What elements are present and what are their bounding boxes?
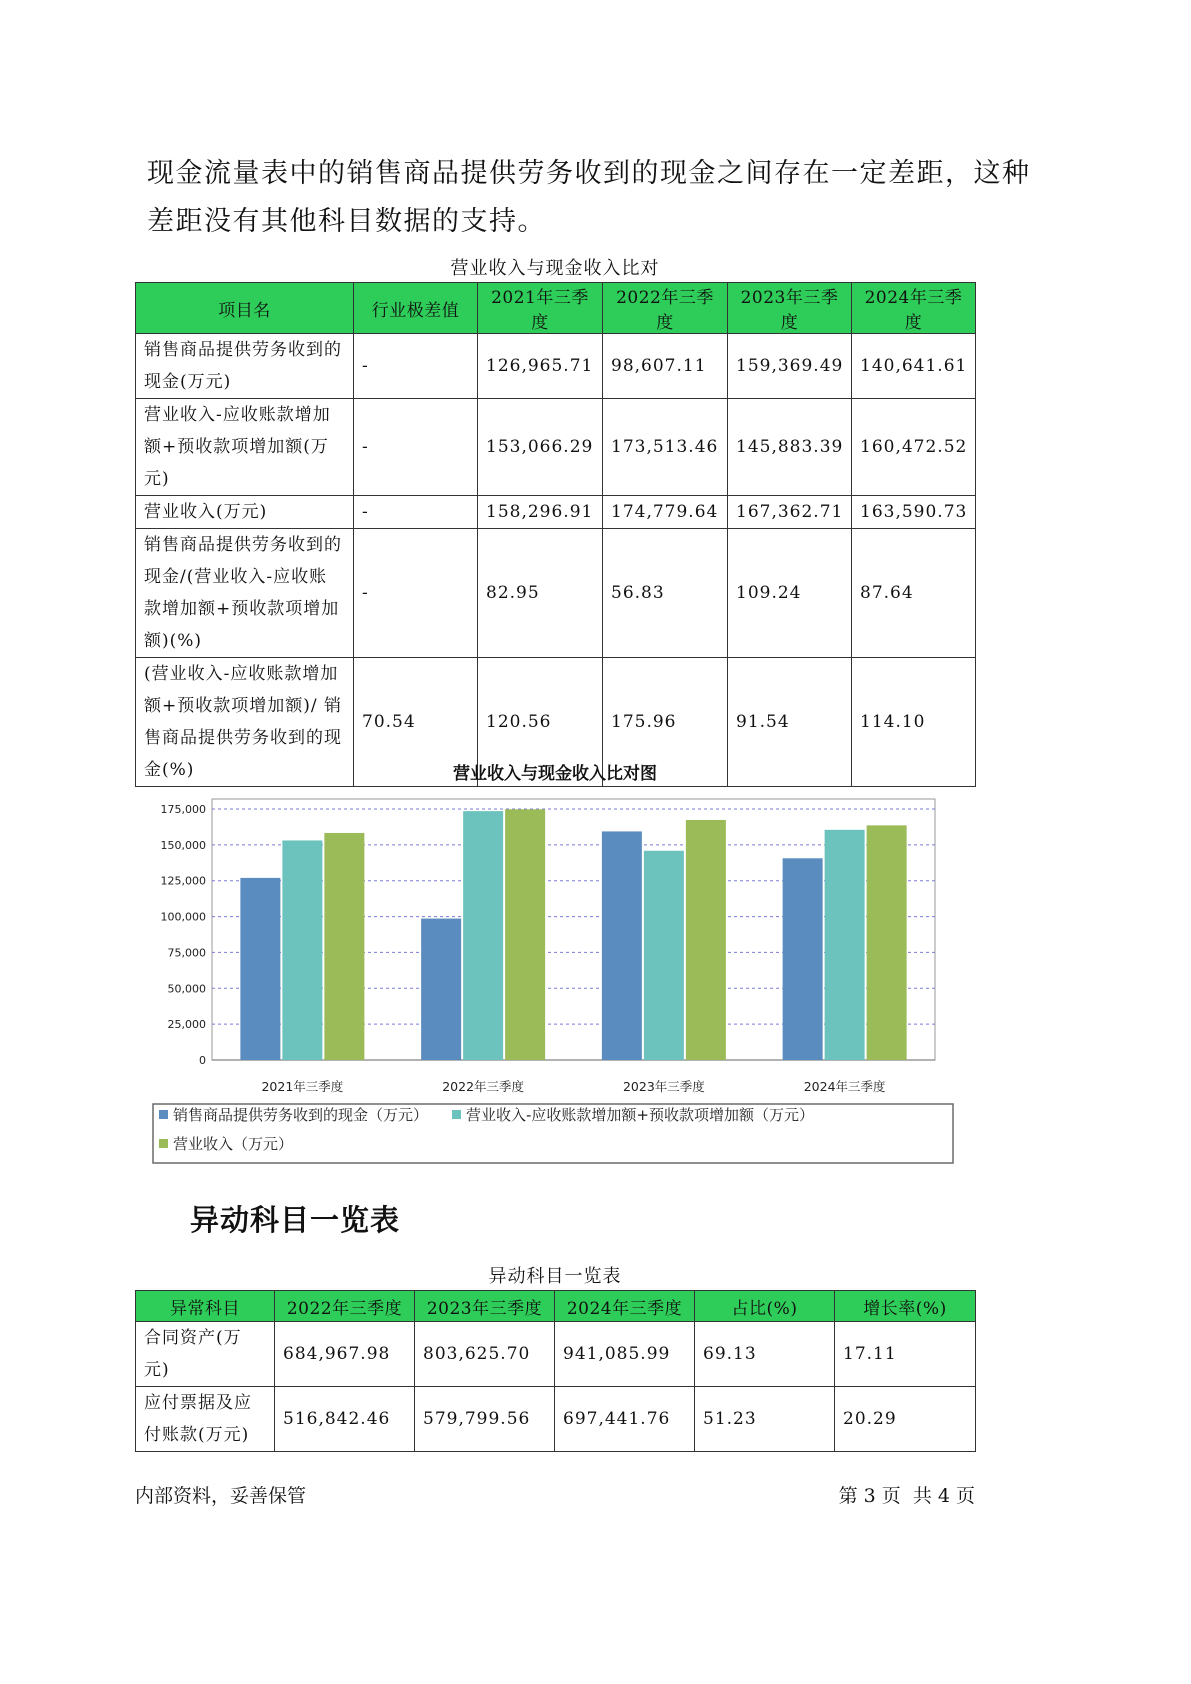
legend-swatch	[452, 1110, 461, 1119]
bar	[686, 820, 726, 1060]
table2-caption: 异动科目一览表	[488, 1266, 622, 1287]
row-label: 销售商品提供劳务收到的现金(万元)	[136, 334, 354, 399]
col-header: 2022年三季度	[275, 1291, 415, 1322]
revenue-cash-chart	[150, 792, 970, 1172]
cell: 20.29	[835, 1387, 976, 1452]
y-tick-label: 0	[199, 1054, 206, 1067]
cell: 69.13	[695, 1322, 835, 1387]
revenue-cash-table	[135, 282, 976, 787]
abnormal-items-table	[135, 1290, 976, 1452]
legend-swatch	[159, 1110, 168, 1119]
cell: 126,965.71	[478, 334, 603, 399]
table-row	[136, 529, 976, 658]
cell: 109.24	[728, 529, 852, 658]
cell: 159,369.49	[728, 334, 852, 399]
x-tick-label: 2022年三季度	[442, 1079, 525, 1094]
cell: -	[354, 399, 478, 496]
cell: 174,779.64	[603, 496, 728, 529]
bar	[463, 811, 503, 1060]
cell: -	[354, 334, 478, 399]
cell: 175.96	[603, 658, 728, 787]
footer-left: 内部资料，妥善保管	[135, 1485, 307, 1507]
y-tick-label: 100,000	[160, 910, 206, 924]
col-header: 2024年三季度	[852, 283, 976, 334]
cell: 516,842.46	[275, 1387, 415, 1452]
footer-page-number: 第 3 页 共 4 页	[838, 1485, 975, 1507]
x-tick-label: 2021年三季度	[261, 1079, 344, 1094]
legend-swatch	[159, 1139, 168, 1148]
cell: 167,362.71	[728, 496, 852, 529]
row-label: 销售商品提供劳务收到的现金/(营业收入-应收账款增加额+预收款项增加额)(%)	[136, 529, 354, 658]
col-header: 行业极差值	[354, 283, 478, 334]
cell: 158,296.91	[478, 496, 603, 529]
cell: 70.54	[354, 658, 478, 787]
table-row	[136, 1322, 976, 1387]
col-header: 2023年三季度	[415, 1291, 555, 1322]
cell: 803,625.70	[415, 1322, 555, 1387]
legend-label: 营业收入-应收账款增加额+预收款项增加额（万元）	[466, 1106, 814, 1124]
table-header-row	[136, 283, 976, 334]
cell: 56.83	[603, 529, 728, 658]
cell: 114.10	[852, 658, 976, 787]
bar	[783, 858, 823, 1060]
col-header: 2021年三季度	[478, 283, 603, 334]
bar	[825, 830, 865, 1060]
section-title: 异动科目一览表	[190, 1203, 401, 1237]
cell: 697,441.76	[555, 1387, 695, 1452]
cell: 51.23	[695, 1387, 835, 1452]
table-row	[136, 399, 976, 496]
col-header: 项目名	[136, 283, 354, 334]
cell: 120.56	[478, 658, 603, 787]
legend-label: 营业收入（万元）	[173, 1135, 294, 1153]
col-header: 2023年三季度	[728, 283, 852, 334]
x-tick-label: 2024年三季度	[803, 1079, 886, 1094]
chart-title: 营业收入与现金收入比对图	[453, 764, 657, 784]
cell: 684,967.98	[275, 1322, 415, 1387]
cell: 87.64	[852, 529, 976, 658]
table-header-row	[136, 1291, 976, 1322]
table1-caption: 营业收入与现金收入比对	[450, 258, 660, 279]
bar	[282, 840, 322, 1060]
cell: 82.95	[478, 529, 603, 658]
bar	[421, 919, 461, 1060]
cell: -	[354, 529, 478, 658]
cell: 145,883.39	[728, 399, 852, 496]
row-label: 应付票据及应付账款(万元)	[136, 1387, 275, 1452]
cell: 98,607.11	[603, 334, 728, 399]
table-row	[136, 496, 976, 529]
cell: 173,513.46	[603, 399, 728, 496]
table-row	[136, 334, 976, 399]
y-tick-label: 150,000	[160, 838, 206, 852]
bar	[644, 851, 684, 1060]
col-header: 2024年三季度	[555, 1291, 695, 1322]
y-tick-label: 175,000	[160, 803, 206, 816]
bar	[240, 878, 280, 1060]
cell: 163,590.73	[852, 496, 976, 529]
col-header: 增长率(%)	[835, 1291, 976, 1322]
cell: -	[354, 496, 478, 529]
bar	[505, 809, 545, 1060]
col-header: 异常科目	[136, 1291, 275, 1322]
cell: 17.11	[835, 1322, 976, 1387]
y-tick-label: 25,000	[167, 1018, 206, 1032]
x-tick-label: 2023年三季度	[622, 1079, 705, 1094]
bar	[324, 833, 364, 1060]
y-tick-label: 75,000	[167, 946, 206, 960]
row-label: 营业收入-应收账款增加额+预收款项增加额(万元)	[136, 399, 354, 496]
col-header: 2022年三季度	[603, 283, 728, 334]
row-label: 营业收入(万元)	[136, 496, 354, 529]
cell: 579,799.56	[415, 1387, 555, 1452]
col-header: 占比(%)	[695, 1291, 835, 1322]
cell: 153,066.29	[478, 399, 603, 496]
row-label: (营业收入-应收账款增加额+预收款项增加额)/ 销售商品提供劳务收到的现金(%)	[136, 658, 354, 787]
cell: 91.54	[728, 658, 852, 787]
y-tick-label: 125,000	[160, 874, 206, 888]
cell: 160,472.52	[852, 399, 976, 496]
y-tick-label: 50,000	[167, 982, 206, 996]
legend-label: 销售商品提供劳务收到的现金（万元）	[173, 1106, 429, 1124]
bar	[867, 825, 907, 1060]
row-label: 合同资产(万元)	[136, 1322, 275, 1387]
cell: 941,085.99	[555, 1322, 695, 1387]
intro-paragraph: 现金流量表中的销售商品提供劳务收到的现金之间存在一定差距，这种差距没有其他科目数据的支持。	[147, 158, 1031, 237]
bar	[602, 831, 642, 1060]
cell: 140,641.61	[852, 334, 976, 399]
table-row	[136, 1387, 976, 1452]
